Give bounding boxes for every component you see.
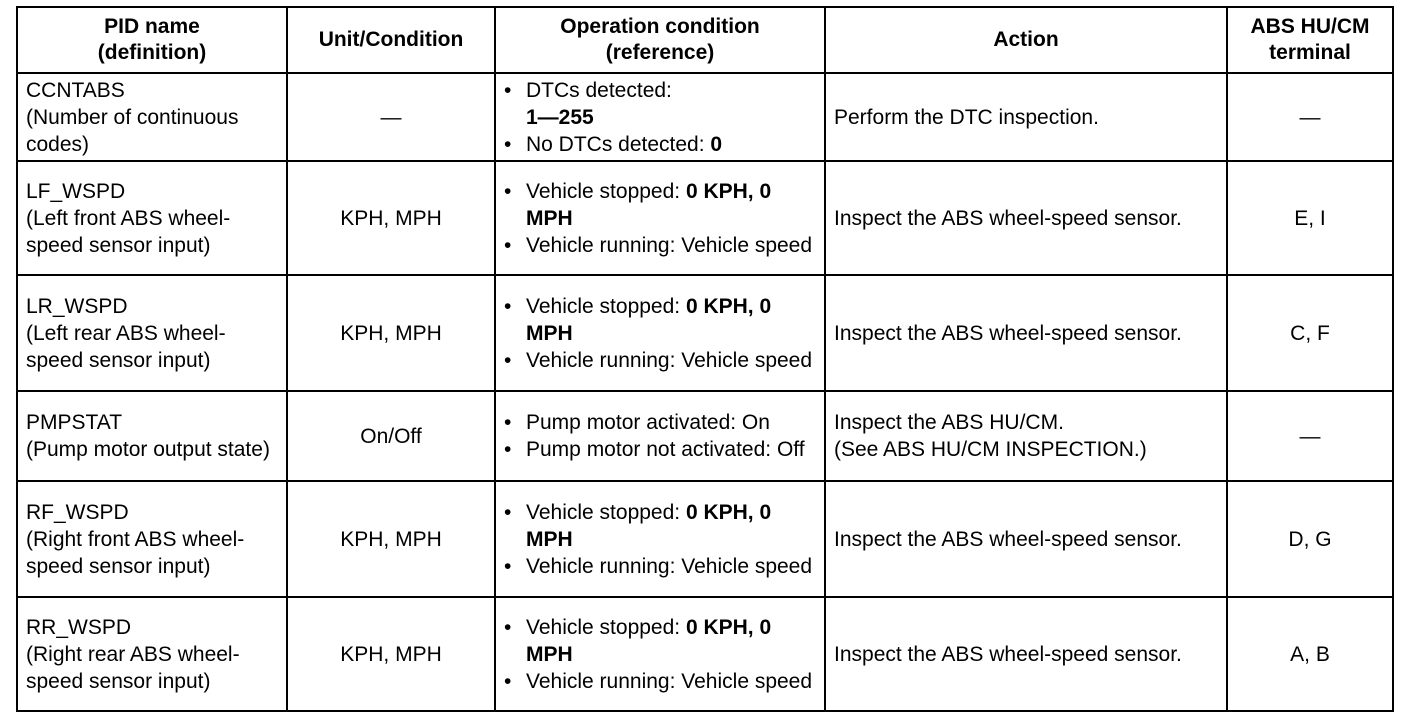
- pid-definition: (Right front ABS wheel-speed sensor input): [26, 527, 245, 578]
- header-operation-condition: Operation condition (reference): [495, 7, 825, 73]
- condition-item: • Vehicle running: Vehicle speed: [504, 668, 816, 695]
- condition-list: [504, 614, 816, 695]
- header-unit-condition: Unit/Condition: [287, 7, 495, 73]
- table-row: [17, 73, 1393, 161]
- table-row: [17, 597, 1393, 711]
- unit-cell: KPH, MPH: [287, 161, 495, 275]
- condition-item: • Vehicle stopped: 0 KPH, 0 MPH: [504, 178, 816, 232]
- condition-list: [504, 77, 816, 158]
- unit-cell: KPH, MPH: [287, 275, 495, 391]
- action-cell: Inspect the ABS wheel-speed sensor.: [825, 597, 1227, 711]
- pid-definition: (Left front ABS wheel-speed sensor input): [26, 206, 231, 257]
- condition-item: • Vehicle stopped: 0 KPH, 0 MPH: [504, 293, 816, 347]
- unit-cell: KPH, MPH: [287, 597, 495, 711]
- pid-cell: [17, 275, 287, 391]
- condition-item: • No DTCs detected: 0: [504, 131, 816, 158]
- pid-table: [16, 6, 1394, 712]
- pid-cell: [17, 391, 287, 481]
- action-cell: Inspect the ABS wheel-speed sensor.: [825, 275, 1227, 391]
- terminal-cell: —: [1227, 391, 1393, 481]
- condition-item: • Pump motor not activated: Off: [504, 436, 816, 463]
- condition-item: • DTCs detected: 1—255: [504, 77, 816, 131]
- pid-cell: [17, 161, 287, 275]
- unit-cell: On/Off: [287, 391, 495, 481]
- terminal-cell: D, G: [1227, 481, 1393, 597]
- condition-item: • Vehicle running: Vehicle speed: [504, 347, 816, 374]
- header-terminal: ABS HU/CM terminal: [1227, 7, 1393, 73]
- pid-definition: (Left rear ABS wheel-speed sensor input): [26, 321, 226, 372]
- operation-cell: [495, 275, 825, 391]
- pid-definition: (Right rear ABS wheel-speed sensor input): [26, 642, 240, 693]
- condition-item: • Pump motor activated: On: [504, 409, 816, 436]
- condition-list: [504, 293, 816, 374]
- pid-name: LF_WSPD: [26, 179, 126, 203]
- terminal-cell: A, B: [1227, 597, 1393, 711]
- table-row: [17, 391, 1393, 481]
- action-cell: Inspect the ABS wheel-speed sensor.: [825, 161, 1227, 275]
- header-pid-name: PID name (definition): [17, 7, 287, 73]
- pid-name: PMPSTAT: [26, 411, 123, 434]
- operation-cell: [495, 481, 825, 597]
- condition-item: • Vehicle running: Vehicle speed: [504, 553, 816, 580]
- action-cell: Inspect the ABS wheel-speed sensor.: [825, 481, 1227, 597]
- condition-list: [504, 409, 816, 463]
- pid-cell: [17, 73, 287, 161]
- header-action: Action: [825, 7, 1227, 73]
- table-row: [17, 161, 1393, 275]
- operation-cell: [495, 73, 825, 161]
- pid-name: CCNTABS: [26, 78, 125, 102]
- pid-reference-document: [16, 6, 1392, 712]
- pid-definition: (Pump motor output state): [26, 438, 270, 461]
- condition-list: [504, 178, 816, 259]
- pid-name: RF_WSPD: [26, 500, 129, 524]
- terminal-cell: —: [1227, 73, 1393, 161]
- operation-cell: [495, 391, 825, 481]
- terminal-cell: C, F: [1227, 275, 1393, 391]
- condition-item: • Vehicle stopped: 0 KPH, 0 MPH: [504, 499, 816, 553]
- action-cell: Inspect the ABS HU/CM. (See ABS HU/CM INSPECTION.): [825, 391, 1227, 481]
- pid-cell: [17, 597, 287, 711]
- header-row: [17, 7, 1393, 73]
- operation-cell: [495, 161, 825, 275]
- unit-cell: KPH, MPH: [287, 481, 495, 597]
- operation-cell: [495, 597, 825, 711]
- action-cell: Perform the DTC inspection.: [825, 73, 1227, 161]
- pid-cell: [17, 481, 287, 597]
- table-row: [17, 275, 1393, 391]
- terminal-cell: E, I: [1227, 161, 1393, 275]
- condition-item: • Vehicle running: Vehicle speed: [504, 232, 816, 259]
- condition-item: • Vehicle stopped: 0 KPH, 0 MPH: [504, 614, 816, 668]
- unit-cell: —: [287, 73, 495, 161]
- table-row: [17, 481, 1393, 597]
- condition-list: [504, 499, 816, 580]
- pid-name: RR_WSPD: [26, 615, 132, 639]
- pid-name: LR_WSPD: [26, 294, 128, 318]
- pid-definition: (Number of continuous codes): [26, 105, 239, 156]
